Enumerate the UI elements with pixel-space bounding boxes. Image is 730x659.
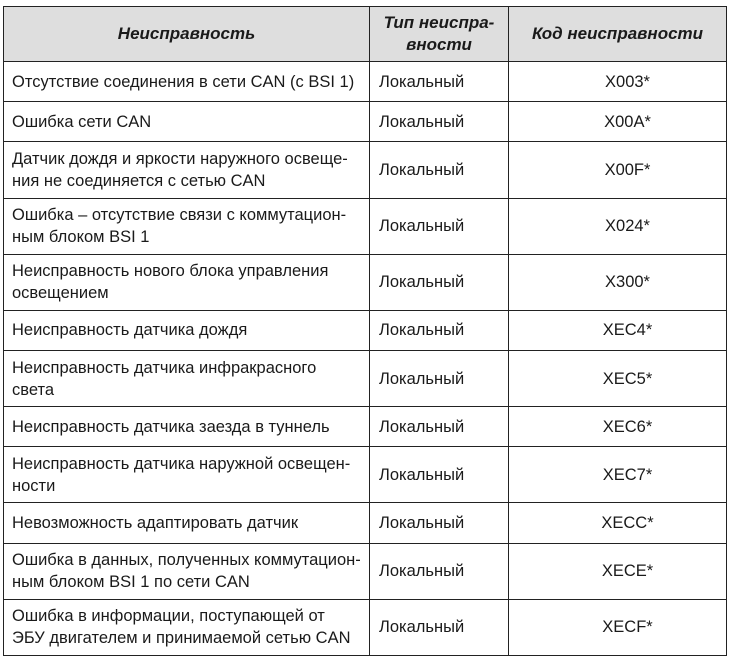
table-row [4,543,727,599]
header-type [370,7,509,62]
header-type-line1: Тип неиспра- [383,13,495,32]
fault-code: X00A* [509,102,727,142]
fault-code: XEC6* [509,407,727,447]
fault-code: XECC* [509,503,727,543]
fault-description: Ошибка сети CAN [4,102,370,142]
fault-description: Невозможность адаптировать датчик [4,503,370,543]
fault-code: X00F* [509,142,727,198]
fault-type: Локальный [370,351,509,407]
fault-type: Локальный [370,407,509,447]
fault-type: Локальный [370,62,509,102]
fault-type: Локальный [370,142,509,198]
fault-type: Локальный [370,254,509,310]
header-code: Код неисправности [509,7,727,62]
fault-description: Неисправность датчика инфракрасного света [4,351,370,407]
fault-type: Локальный [370,599,509,655]
fault-type: Локальный [370,543,509,599]
fault-type: Локальный [370,503,509,543]
table-row [4,310,727,350]
fault-type: Локальный [370,102,509,142]
fault-code: XECF* [509,599,727,655]
table-row [4,62,727,102]
fault-code: XECE* [509,543,727,599]
table-row [4,198,727,254]
fault-code: XEC4* [509,310,727,350]
fault-code: XEC5* [509,351,727,407]
table-row [4,351,727,407]
fault-description: Датчик дождя и яркости наружного освеще- ния не соединяется с сетью CAN [4,142,370,198]
fault-description: Ошибка в информации, поступающей от ЭБУ двигателем и принимаемой сетью CAN [4,599,370,655]
fault-type: Локальный [370,310,509,350]
fault-code: X300* [509,254,727,310]
fault-description: Ошибка в данных, полученных коммутацион- ным блоком BSI 1 по сети CAN [4,543,370,599]
fault-type: Локальный [370,447,509,503]
fault-description: Неисправность датчика дождя [4,310,370,350]
table-row [4,407,727,447]
table-row [4,503,727,543]
header-type-line2: вности [406,35,472,54]
table-header-row [4,7,727,62]
fault-code: X024* [509,198,727,254]
table-row [4,447,727,503]
fault-description: Отсутствие соединения в сети CAN (с BSI 1) [4,62,370,102]
header-description: Неисправность [4,7,370,62]
fault-description: Неисправность датчика заезда в туннель [4,407,370,447]
fault-description: Неисправность нового блока управления освещением [4,254,370,310]
fault-codes-table [3,6,727,656]
fault-description: Ошибка – отсутствие связи с коммутацион- ным блоком BSI 1 [4,198,370,254]
fault-code: XEC7* [509,447,727,503]
fault-description: Неисправность датчика наружной освещен- ности [4,447,370,503]
table-row [4,102,727,142]
table-row [4,142,727,198]
table-row [4,599,727,655]
table-row [4,254,727,310]
fault-code: X003* [509,62,727,102]
fault-type: Локальный [370,198,509,254]
